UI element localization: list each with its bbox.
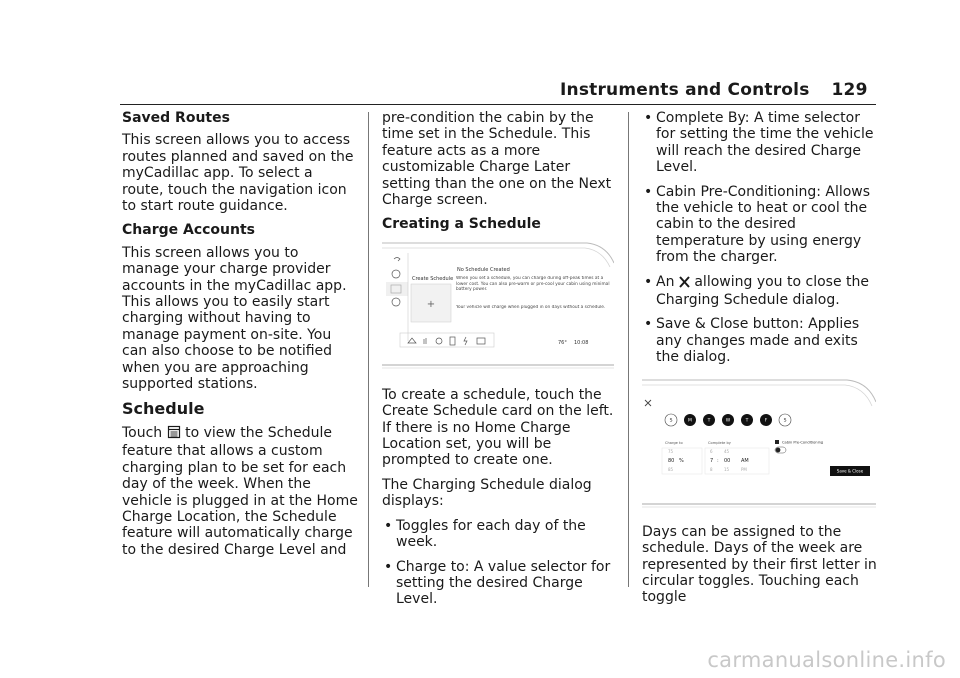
- charge-unit: %: [679, 457, 684, 464]
- screen-temperature: 76°: [558, 339, 567, 346]
- saved-routes-heading: Saved Routes: [122, 110, 230, 126]
- complete-by-label: Complete by: [708, 440, 731, 445]
- dialog-bullets-list-continued: [642, 110, 878, 366]
- watermark: carmanualsonline.info: [707, 648, 946, 672]
- day-label-saturday: S: [783, 418, 787, 424]
- hour-above: 6: [710, 448, 713, 454]
- home-icon[interactable]: [408, 338, 416, 343]
- bullet-complete-by: • Complete By: A time selector for setting the time the vehicle will reach the desired Charge Level.: [642, 110, 878, 176]
- page-header: [560, 80, 868, 100]
- minute-below: 15: [724, 466, 730, 472]
- plus-icon: +: [426, 298, 436, 310]
- dialog-close-icon[interactable]: [645, 400, 651, 406]
- saved-routes-text: This screen allows you to access routes planned and saved on the myCadillac app. To select a route, touch the navigation icon to start route guidance.: [122, 132, 354, 215]
- schedule-text-start: Touch: [122, 424, 167, 441]
- toggle-knob: [776, 447, 781, 452]
- hour-below: 8: [710, 466, 713, 472]
- save-close-button-label: Save & Close: [836, 468, 864, 474]
- charge-accounts-heading: Charge Accounts: [122, 222, 255, 239]
- schedule-heading: Schedule: [122, 398, 205, 418]
- close-bullet-start: An: [656, 273, 679, 290]
- no-schedule-title: No Schedule Created: [457, 266, 510, 273]
- apps-icon[interactable]: [477, 338, 485, 344]
- charge-accounts-text: This screen allows you to manage your charge provider accounts in the myCadillac app. This allows you to easily start charging without having to manage payment on-site. You can also choose to be notified when you are approaching supported stations.: [122, 244, 347, 393]
- charge-value-above: 75: [668, 448, 674, 454]
- no-schedule-screen-figure: [382, 241, 622, 371]
- cabin-preconditioning-label: Cabin Pre-Conditioning: [782, 440, 824, 445]
- charging-schedule-dialog-figure: [642, 378, 878, 508]
- header-title: Instruments and Controls: [560, 80, 810, 100]
- days-text: Days can be assigned to the schedule. Days of the week are represented by their first letter in circular toggles. Touching each toggle: [642, 523, 877, 606]
- day-label-thursday: T: [745, 418, 749, 424]
- minute-above: 45: [724, 448, 730, 454]
- bullet-save-close: • Save & Close button: Applies any changes made and exits the dialog.: [642, 316, 878, 365]
- column-divider-2: [628, 112, 629, 587]
- complete-by-selector[interactable]: [705, 448, 769, 474]
- charge-value-below: 85: [668, 466, 674, 472]
- bullet-cabin-preconditioning: • Cabin Pre-Conditioning: Allows the vehicle to heat or cool the cabin to the desired temperature by using energy from the charger.: [642, 184, 878, 266]
- column-2: [382, 110, 622, 616]
- schedule-text-rest: to view the Schedule feature that allows a custom charging plan to be set for each day of the week. When the vehicle is plugged in at the Home Charge Location, the Schedule feature will automatically charge to the desired Charge Level and: [122, 424, 358, 558]
- dialog-intro-text: The Charging Schedule dialog displays:: [382, 476, 592, 510]
- schedule-icon: [167, 425, 181, 443]
- cabin-icon: [775, 440, 779, 444]
- schedule-text: [122, 425, 358, 558]
- column-divider-1: [368, 112, 369, 587]
- phone-icon[interactable]: [450, 337, 455, 345]
- day-label-monday: M: [688, 418, 692, 424]
- location-icon[interactable]: [436, 338, 442, 344]
- page-number: 129: [831, 80, 868, 100]
- day-label-sunday: S: [669, 418, 673, 424]
- hour-selected: 7: [710, 457, 714, 464]
- close-x-icon: [679, 276, 690, 292]
- minute-selected: 00: [724, 457, 731, 464]
- bullet-day-toggles: • Toggles for each day of the week.: [382, 518, 622, 551]
- bullet-close-x: [642, 274, 878, 309]
- charge-value-selected: 80: [668, 457, 675, 464]
- charge-to-label: Charge to: [665, 440, 683, 445]
- time-separator: :: [717, 457, 719, 464]
- create-schedule-text: To create a schedule, touch the Create Schedule card on the left. If there is no Home Charge Location set, you will be prompted to create one.: [382, 386, 614, 469]
- screen-clock: 10:08: [574, 339, 589, 346]
- day-label-tuesday: T: [707, 418, 711, 424]
- am-label: AM: [741, 457, 749, 464]
- continued-text: pre-condition the cabin by the time set in the Schedule. This feature acts as a more customizable Charge Later setting than the one on the Next Charge screen.: [382, 110, 612, 209]
- bullet-charge-to: • Charge to: A value selector for setting the desired Charge Level.: [382, 559, 622, 608]
- charge-icon[interactable]: [464, 337, 467, 345]
- dialog-bullets-list: [382, 518, 622, 608]
- no-schedule-body: When you set a schedule, you can charge during off-peak times at a lower cost. You can also pre-warm or pre-cool your cabin using minimal battery power.: [456, 275, 610, 293]
- day-label-wednesday: W: [725, 418, 731, 424]
- column-1: [122, 110, 358, 566]
- create-schedule-card-label: Create Schedule: [412, 275, 454, 282]
- no-schedule-footer: Your vehicle will charge when plugged in on days without a schedule.: [456, 304, 606, 310]
- creating-schedule-heading: Creating a Schedule: [382, 216, 541, 233]
- day-label-friday: F: [764, 418, 768, 424]
- close-bullet-rest: allowing you to close the Charging Schedule dialog.: [656, 273, 869, 309]
- pm-label: PM: [741, 466, 747, 472]
- column-3: [642, 110, 878, 614]
- header-rule: [120, 104, 876, 105]
- music-icon[interactable]: [424, 338, 426, 344]
